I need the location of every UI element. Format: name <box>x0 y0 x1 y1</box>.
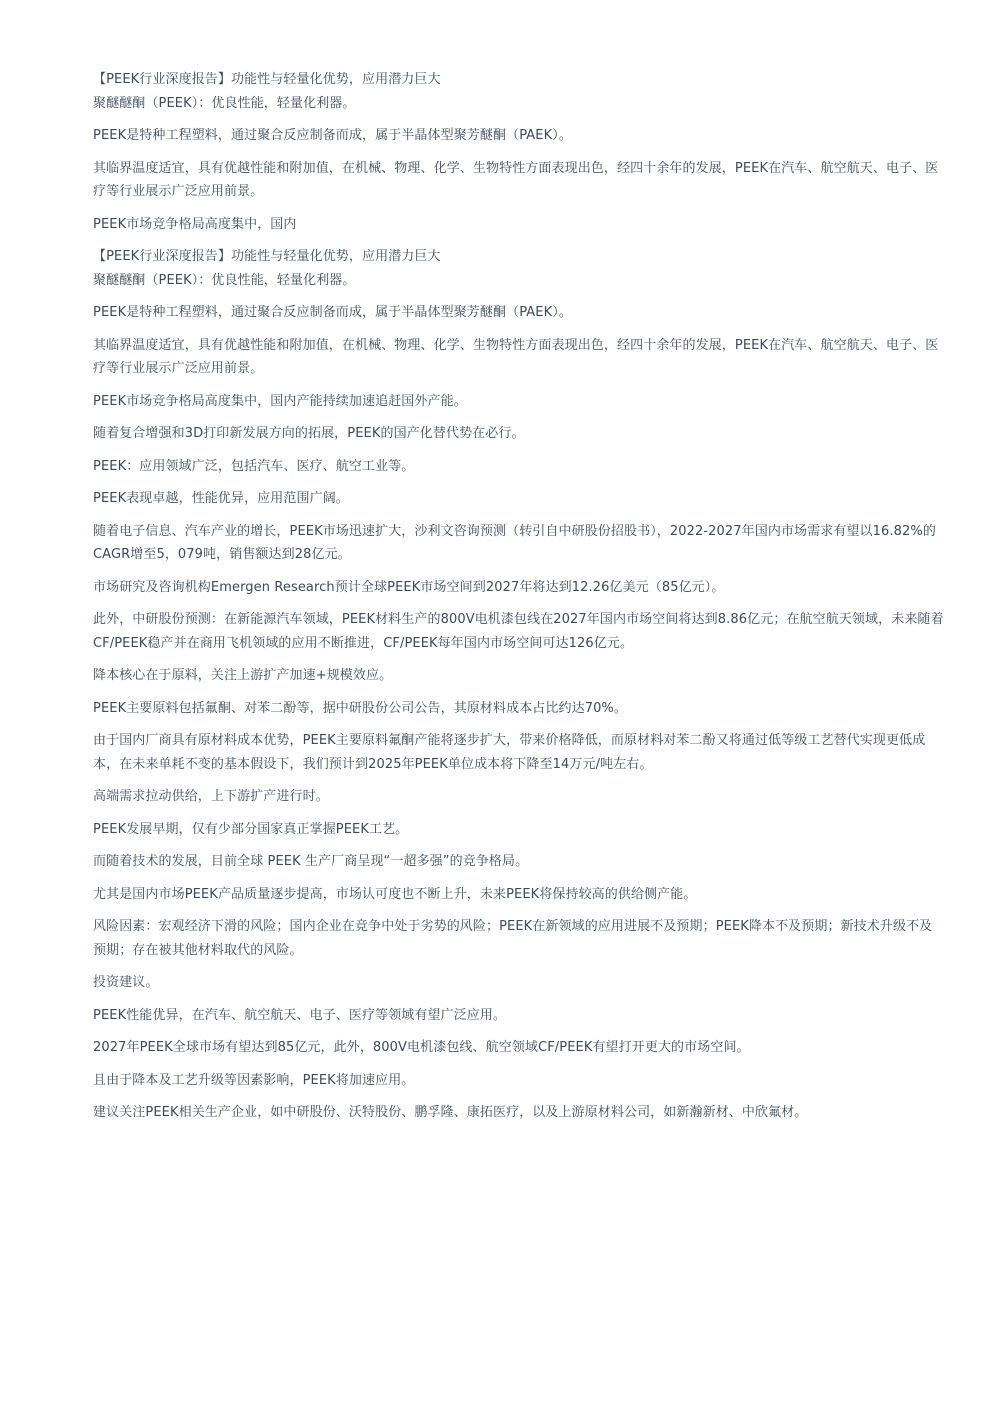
paragraph: PEEK：应用领域广泛，包括汽车、医疗、航空工业等。 <box>93 458 415 474</box>
paragraph: 随着复合增强和3D打印新发展方向的拓展，PEEK的国产化替代势在必行。 <box>93 426 525 441</box>
paragraph: 聚醚醚酮（PEEK）：优良性能，轻量化利器。 <box>93 95 356 111</box>
paragraph: PEEK发展早期，仅有少部分国家真正掌握PEEK工艺。 <box>93 821 409 837</box>
paragraph: 高端需求拉动供给，上下游扩产进行时。 <box>93 789 329 804</box>
paragraph: 而随着技术的发展，目前全球 PEEK 生产厂商呈现“一超多强”的竞争格局。 <box>93 854 529 869</box>
paragraph: 2027年PEEK全球市场有望达到85亿元，此外，800V电机漆包线、航空领域CF/PEEK有望打开更大的市场空间。 <box>93 1040 750 1055</box>
paragraph: PEEK表现卓越，性能优异，应用范围广阔。 <box>93 491 349 506</box>
paragraph: 其临界温度适宜，具有优越性能和附加值，在机械、物理、化学、生物特性方面表现出色，经四十余年的发展，PEEK在汽车、航空航天、电子、医疗等行业展示广泛应用前景。 <box>93 337 939 376</box>
paragraph: 此外，中研股份预测：在新能源汽车领域，PEEK材料生产的800V电机漆包线在2027年国内市场空间将达到8.86亿元；在航空航天领域，未来随着CF/PEEK稳产并在商用飞机领域的应用不断推进，CF/PEEK每年国内市场空间可达126亿元。 <box>93 612 944 651</box>
paragraph: 市场研究及咨询机构Emergen Research预计全球PEEK市场空间到2027年将达到12.26亿美元（85亿元）。 <box>93 579 725 595</box>
paragraph: PEEK性能优异，在汽车、航空航天、电子、医疗等领域有望广泛应用。 <box>93 1007 507 1023</box>
document-body <box>93 68 945 1134</box>
paragraph: 其临界温度适宜，具有优越性能和附加值，在机械、物理、化学、生物特性方面表现出色，经四十余年的发展，PEEK在汽车、航空航天、电子、医疗等行业展示广泛应用前景。 <box>93 160 939 199</box>
paragraph: 随着电子信息、汽车产业的增长，PEEK市场迅速扩大，沙利文咨询预测（转引自中研股份招股书），2022-2027年国内市场需求有望以16.82%的CAGR增至5，079吨，销售额达到28亿元。 <box>93 523 936 562</box>
report-title: 【PEEK行业深度报告】功能性与轻量化优势，应用潜力巨大 <box>93 249 441 264</box>
paragraph: 且由于降本及工艺升级等因素影响，PEEK将加速应用。 <box>93 1072 415 1088</box>
paragraph: PEEK市场竞争格局高度集中，国内产能持续加速追赶国外产能。 <box>93 393 467 409</box>
paragraph: PEEK市场竞争格局高度集中，国内 <box>93 216 297 232</box>
paragraph: 建议关注PEEK相关生产企业，如中研股份、沃特股份、鹏孚隆、康拓医疗，以及上游原材料公司，如新瀚新材、中欣氟材。 <box>93 1105 808 1120</box>
paragraph: 降本核心在于原料，关注上游扩产加速+规模效应。 <box>93 668 393 683</box>
paragraph: PEEK是特种工程塑料，通过聚合反应制备而成，属于半晶体型聚芳醚酮（PAEK）。 <box>93 128 572 143</box>
paragraph: 风险因素：宏观经济下滑的风险；国内企业在竞争中处于劣势的风险；PEEK在新领域的应用进展不及预期；PEEK降本不及预期；新技术升级不及预期；存在被其他材料取代的风险。 <box>93 919 933 958</box>
paragraph: 聚醚醚酮（PEEK）：优良性能，轻量化利器。 <box>93 272 356 288</box>
paragraph: 投资建议。 <box>93 975 159 990</box>
report-title: 【PEEK行业深度报告】功能性与轻量化优势，应用潜力巨大 <box>93 72 441 87</box>
paragraph: PEEK主要原料包括氟酮、对苯二酚等，据中研股份公司公告，其原材料成本占比约达70%。 <box>93 700 627 716</box>
paragraph: PEEK是特种工程塑料，通过聚合反应制备而成，属于半晶体型聚芳醚酮（PAEK）。 <box>93 305 572 320</box>
paragraph: 尤其是国内市场PEEK产品质量逐步提高，市场认可度也不断上升，未来PEEK将保持较高的供给侧产能。 <box>93 886 697 902</box>
paragraph: 由于国内厂商具有原材料成本优势，PEEK主要原料氟酮产能将逐步扩大，带来价格降低，而原材料对苯二酚又将通过低等级工艺替代实现更低成本，在未来单耗不变的基本假设下，我们预计到2025年PEEK单位成本将下降至14万元/吨左右。 <box>93 733 926 772</box>
